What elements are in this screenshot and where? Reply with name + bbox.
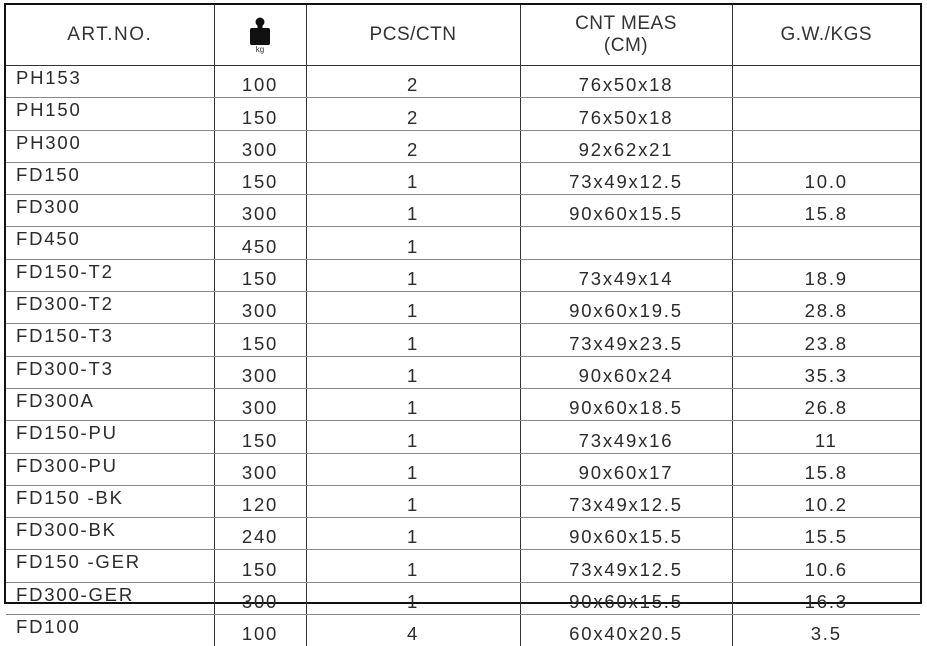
carton-meas-cell [520,227,732,259]
art-no-cell: FD150-PU [6,421,214,453]
capacity-cell: 150 [214,259,306,291]
table-row [6,162,920,194]
pcs-ctn-cell: 1 [306,582,520,614]
table-row [6,421,920,453]
header-art-no: ART.NO. [6,5,214,66]
pcs-ctn-cell: 1 [306,324,520,356]
table-row [6,388,920,420]
art-no-cell: FD300-T2 [6,292,214,324]
capacity-cell: 150 [214,421,306,453]
gross-weight-cell [732,66,920,98]
capacity-cell: 300 [214,453,306,485]
gross-weight-cell: 16.3 [732,582,920,614]
table-row [6,227,920,259]
table-row [6,485,920,517]
capacity-cell: 120 [214,485,306,517]
gross-weight-cell: 35.3 [732,356,920,388]
carton-meas-cell: 90x60x15.5 [520,195,732,227]
pcs-ctn-cell: 2 [306,66,520,98]
pcs-ctn-cell: 4 [306,615,520,646]
pcs-ctn-cell: 1 [306,259,520,291]
gross-weight-cell: 18.9 [732,259,920,291]
carton-meas-cell: 73x49x12.5 [520,485,732,517]
table-row [6,453,920,485]
art-no-cell: FD100 [6,615,214,646]
art-no-cell: FD300-GER [6,582,214,614]
capacity-cell: 240 [214,518,306,550]
art-no-cell: FD300 [6,195,214,227]
header-row [6,5,920,66]
art-no-cell: FD150 -BK [6,485,214,517]
carton-meas-cell: 90x60x15.5 [520,518,732,550]
gross-weight-cell [732,98,920,130]
table-row [6,195,920,227]
carton-meas-cell: 90x60x18.5 [520,388,732,420]
art-no-cell: FD300-PU [6,453,214,485]
table-body [6,66,920,646]
art-no-cell: FD150-T3 [6,324,214,356]
carton-meas-cell: 73x49x12.5 [520,550,732,582]
header-cnt-meas [520,5,732,66]
pcs-ctn-cell: 1 [306,227,520,259]
pcs-ctn-cell: 1 [306,388,520,420]
header-cnt-meas-line2: (CM) [521,35,732,57]
capacity-cell: 300 [214,292,306,324]
pcs-ctn-cell: 1 [306,162,520,194]
table-row [6,98,920,130]
gross-weight-cell: 23.8 [732,324,920,356]
carton-meas-cell: 73x49x12.5 [520,162,732,194]
header-pcs-ctn: PCS/CTN [306,5,520,66]
table-row [6,292,920,324]
pcs-ctn-cell: 1 [306,195,520,227]
table-row [6,259,920,291]
weight-unit-label: kg [256,45,264,54]
art-no-cell: PH153 [6,66,214,98]
art-no-cell: PH300 [6,130,214,162]
art-no-cell: FD150 [6,162,214,194]
table-row [6,356,920,388]
table-row [6,66,920,98]
pcs-ctn-cell: 1 [306,421,520,453]
table-row [6,518,920,550]
capacity-cell: 300 [214,130,306,162]
pcs-ctn-cell: 1 [306,356,520,388]
gross-weight-cell: 10.6 [732,550,920,582]
gross-weight-cell: 11 [732,421,920,453]
gross-weight-cell [732,227,920,259]
carton-meas-cell: 76x50x18 [520,66,732,98]
table-row [6,324,920,356]
gross-weight-cell: 28.8 [732,292,920,324]
capacity-cell: 300 [214,195,306,227]
carton-meas-cell: 90x60x15.5 [520,582,732,614]
carton-meas-cell: 90x60x19.5 [520,292,732,324]
table-row [6,550,920,582]
carton-meas-cell: 76x50x18 [520,98,732,130]
carton-meas-cell: 73x49x23.5 [520,324,732,356]
capacity-cell: 100 [214,615,306,646]
spec-sheet [4,3,922,604]
art-no-cell: PH150 [6,98,214,130]
carton-meas-cell: 90x60x17 [520,453,732,485]
pcs-ctn-cell: 1 [306,292,520,324]
header-gw-kgs: G.W./KGS [732,5,920,66]
capacity-cell: 150 [214,324,306,356]
carton-meas-cell: 92x62x21 [520,130,732,162]
carton-meas-cell: 90x60x24 [520,356,732,388]
carton-meas-cell: 73x49x16 [520,421,732,453]
art-no-cell: FD300-BK [6,518,214,550]
pcs-ctn-cell: 1 [306,453,520,485]
capacity-cell: 300 [214,356,306,388]
pcs-ctn-cell: 2 [306,98,520,130]
gross-weight-cell: 10.2 [732,485,920,517]
art-no-cell: FD300A [6,388,214,420]
capacity-cell: 450 [214,227,306,259]
table-row [6,582,920,614]
carton-meas-cell: 73x49x14 [520,259,732,291]
carton-meas-cell: 60x40x20.5 [520,615,732,646]
gross-weight-cell: 3.5 [732,615,920,646]
gross-weight-cell: 15.8 [732,195,920,227]
gross-weight-cell: 15.5 [732,518,920,550]
capacity-cell: 300 [214,388,306,420]
capacity-cell: 150 [214,98,306,130]
table-row [6,615,920,646]
pcs-ctn-cell: 1 [306,518,520,550]
art-no-cell: FD150 -GER [6,550,214,582]
gross-weight-cell: 26.8 [732,388,920,420]
table-row [6,130,920,162]
gross-weight-cell: 15.8 [732,453,920,485]
pcs-ctn-cell: 1 [306,485,520,517]
weight-icon [249,16,271,46]
header-cnt-meas-line1: CNT MEAS [521,13,732,35]
header-capacity [214,5,306,66]
gross-weight-cell: 10.0 [732,162,920,194]
pcs-ctn-cell: 2 [306,130,520,162]
product-table [6,5,920,646]
gross-weight-cell [732,130,920,162]
capacity-cell: 100 [214,66,306,98]
pcs-ctn-cell: 1 [306,550,520,582]
capacity-cell: 300 [214,582,306,614]
capacity-cell: 150 [214,162,306,194]
art-no-cell: FD300-T3 [6,356,214,388]
art-no-cell: FD450 [6,227,214,259]
art-no-cell: FD150-T2 [6,259,214,291]
capacity-cell: 150 [214,550,306,582]
